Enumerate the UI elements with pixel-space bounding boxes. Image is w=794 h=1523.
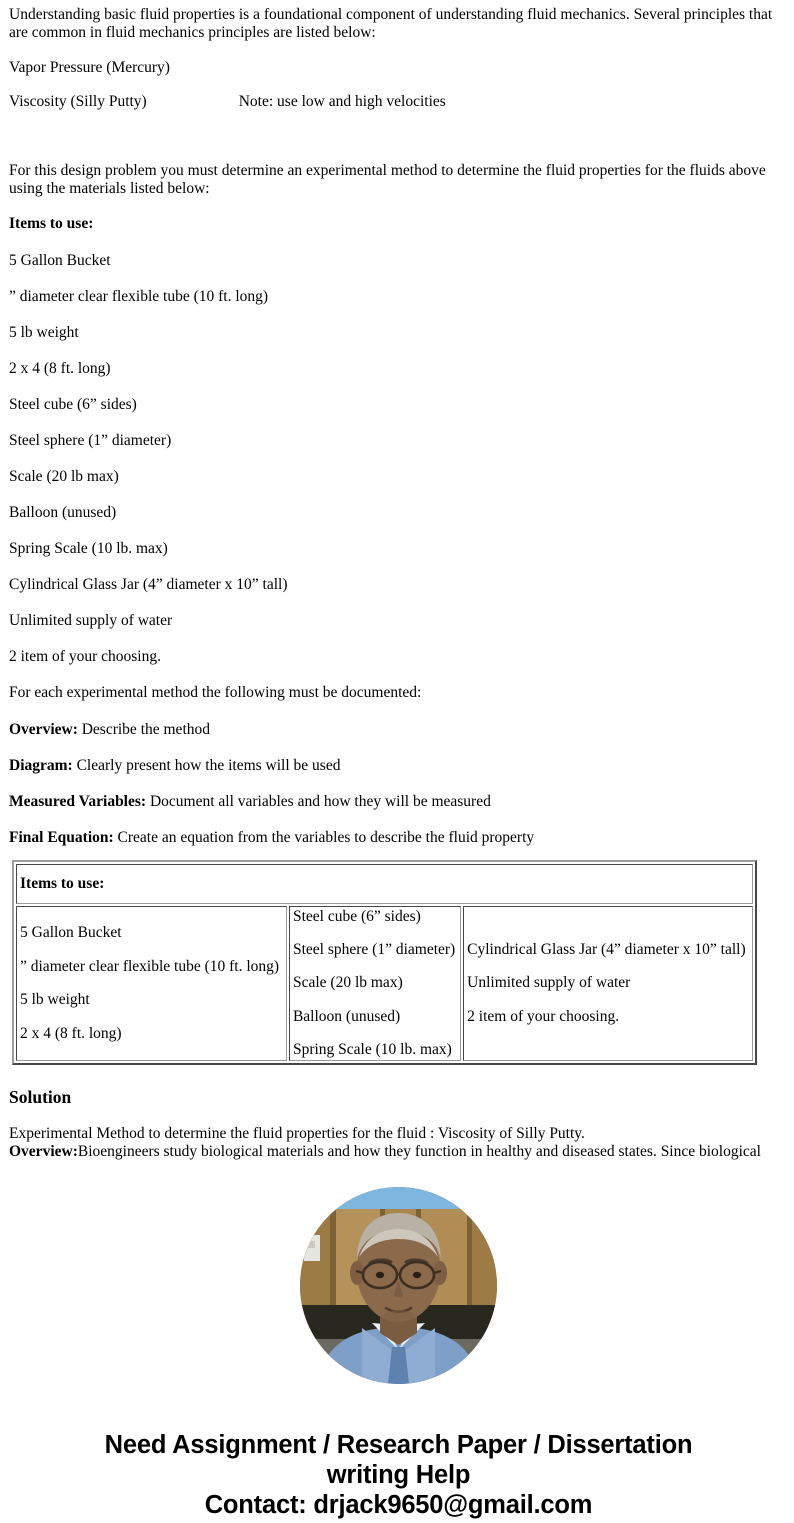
list-item: ” diameter clear flexible tube (10 ft. long) [9, 287, 269, 305]
list-item: 2 item of your choosing. [9, 648, 161, 666]
list-item: Steel sphere (1” diameter) [9, 431, 172, 449]
items-to-use-heading: Items to use: [9, 215, 94, 232]
requirement-label: Diagram: [9, 756, 73, 774]
requirement-text: Document all variables and how they will be measured [146, 792, 491, 810]
table-cell-column-b [289, 906, 461, 1061]
requirement-overview [9, 721, 788, 738]
list-item: Spring Scale (10 lb. max) [9, 539, 168, 557]
cell-item: Cylindrical Glass Jar (4” diameter x 10” tall) [467, 941, 746, 959]
solution-overview-line [9, 1143, 788, 1161]
footer-contact-block [9, 1430, 788, 1521]
solution-overview-text: Bioengineers study biological materials and how they function in healthy and diseased states. Since biological [77, 1142, 761, 1160]
photo-container [9, 1187, 788, 1384]
table-header-cell: Items to use: [16, 864, 753, 904]
solution-overview-label: Overview: [9, 1142, 78, 1160]
footer-line-2: writing Help [326, 1461, 471, 1490]
task-paragraph: For this design problem you must determine an experimental method to determine the fluid properties for the fluids above using the materials listed below: [9, 162, 766, 197]
requirement-final-equation [9, 829, 788, 846]
intro-paragraph: Understanding basic fluid properties is a foundational component of understanding fluid mechanics. Several principles that are common in fluid mechanics principles are listed below: [9, 6, 773, 41]
requirement-label: Measured Variables: [9, 792, 147, 810]
cell-item: Scale (20 lb max) [292, 974, 403, 992]
items-list [9, 233, 788, 666]
cell-item: Unlimited supply of water [467, 974, 631, 992]
cell-item: Balloon (unused) [292, 1007, 401, 1025]
list-item: 5 Gallon Bucket [9, 251, 111, 269]
principle-viscosity-note: Note: use low and high velocities [238, 92, 446, 110]
table-header-row [16, 864, 753, 904]
requirements-intro: For each experimental method the following must be documented: [9, 684, 422, 702]
spacer [9, 110, 788, 162]
table-cell-column-a [16, 906, 287, 1061]
cell-item: 5 lb weight [20, 991, 90, 1009]
requirement-diagram [9, 757, 788, 774]
principle-viscosity-label: Viscosity (Silly Putty) [9, 92, 147, 110]
table-cell-column-c [463, 906, 753, 1061]
requirement-text: Describe the method [77, 720, 210, 738]
cell-item: 5 Gallon Bucket [20, 924, 122, 942]
spacer [9, 197, 788, 215]
list-item: 2 x 4 (8 ft. long) [9, 359, 111, 377]
solution-line-1: Experimental Method to determine the fluid properties for the fluid : Viscosity of Silly Putty. [9, 1124, 585, 1142]
cell-item: 2 x 4 (8 ft. long) [20, 1024, 122, 1042]
cell-item: ” diameter clear flexible tube (10 ft. long) [20, 957, 280, 975]
list-item: Balloon (unused) [9, 503, 117, 521]
cell-item: 2 item of your choosing. [467, 1007, 620, 1025]
table-row [16, 906, 753, 1061]
requirement-text: Create an equation from the variables to describe the fluid property [113, 828, 535, 846]
list-item: Unlimited supply of water [9, 611, 173, 629]
cell-item: Spring Scale (10 lb. max) [292, 1041, 452, 1059]
cell-item: Steel cube (6” sides) [292, 907, 421, 925]
requirement-label: Final Equation: [9, 828, 114, 846]
requirement-text: Clearly present how the items will be used [72, 756, 341, 774]
solution-heading: Solution [9, 1086, 72, 1107]
list-item: 5 lb weight [9, 323, 79, 341]
list-item: Scale (20 lb max) [9, 467, 119, 485]
principle-vapor-pressure: Vapor Pressure (Mercury) [9, 59, 170, 76]
requirement-label: Overview: [9, 720, 78, 738]
cell-item: Steel sphere (1” diameter) [292, 941, 456, 959]
principle-viscosity-row [9, 93, 788, 111]
spacer [9, 41, 788, 59]
spacer [9, 77, 788, 93]
avatar [300, 1187, 497, 1384]
portrait-photo-icon [300, 1187, 497, 1384]
list-item: Steel cube (6” sides) [9, 395, 137, 413]
solution-body [9, 1125, 788, 1161]
items-table [12, 860, 757, 1065]
requirement-measured-variables [9, 793, 788, 810]
footer-line-3: Contact: drjack9650@gmail.com [204, 1491, 593, 1520]
list-item: Cylindrical Glass Jar (4” diameter x 10” tall) [9, 575, 288, 593]
footer-line-1: Need Assignment / Research Paper / Dissertation [104, 1430, 693, 1459]
